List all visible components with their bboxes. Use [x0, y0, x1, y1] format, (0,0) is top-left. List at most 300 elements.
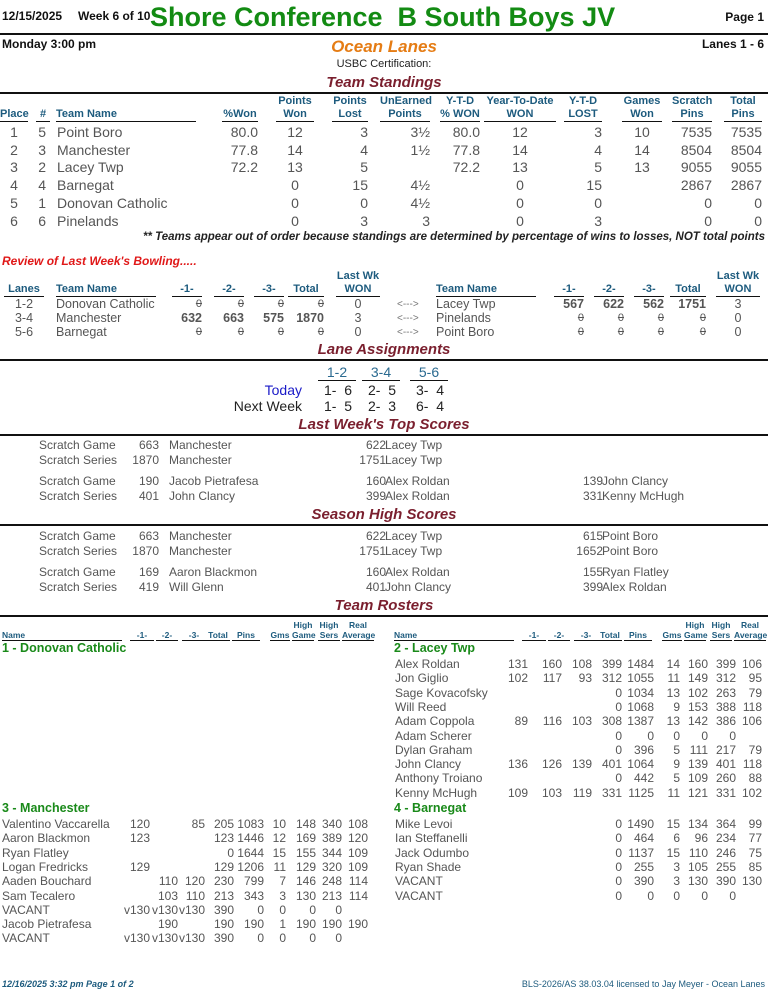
review-lanes: 5-6 — [14, 325, 34, 339]
standings-cell: 3 — [38, 141, 46, 158]
roster-col-header — [156, 630, 178, 641]
standings-cell: 4 — [594, 141, 602, 158]
score-holder: Manchester — [169, 438, 232, 452]
player-stat: 799 — [243, 874, 264, 889]
col-header-line2: Name — [394, 630, 514, 641]
player-stat: 0 — [335, 902, 342, 917]
roster-col-header — [318, 620, 340, 641]
player-stat: 386 — [715, 714, 736, 729]
review-won: 0 — [354, 325, 362, 339]
col-header-line2: %Won — [223, 108, 257, 120]
player-stat: 126 — [541, 757, 562, 772]
col-header-label: -3- — [254, 283, 284, 297]
player-name: VACANT — [2, 931, 50, 946]
player-stat: 0 — [227, 845, 234, 860]
player-stat: 263 — [715, 685, 736, 700]
review-col-header — [716, 270, 760, 297]
standings-cell: 3½ — [410, 124, 430, 140]
player-stat: 205 — [213, 817, 234, 831]
score-value: 331 — [582, 489, 603, 503]
roster-col-header — [734, 620, 766, 641]
standings-cell: 0 — [704, 212, 712, 229]
player-name: Ryan Shade — [395, 859, 462, 874]
review-score: 575 — [263, 311, 284, 325]
player-stat: 108 — [347, 817, 368, 831]
player-stat: 120 — [184, 874, 205, 889]
score-holder: Alex Roldan — [602, 580, 667, 594]
standings-cell: 2 — [38, 159, 46, 176]
player-stat: 331 — [715, 785, 736, 800]
col-header-label: Total — [670, 283, 706, 297]
league-title: Shore Conference B South Boys JV — [150, 2, 616, 32]
score-value: 401 — [138, 489, 159, 503]
player-stat: 1137 — [628, 845, 654, 860]
player-stat: 15 — [666, 817, 680, 831]
lane-matchup: 6- 4 — [416, 398, 445, 414]
score-holder: Jacob Pietrafesa — [169, 474, 259, 488]
versus-arrow: <---> — [397, 313, 419, 324]
player-stat: 110 — [185, 888, 205, 903]
review-score: 567 — [563, 297, 584, 311]
player-stat: 11 — [273, 859, 286, 874]
lane-assignments-title: Lane Assignments — [317, 341, 451, 358]
team-name-cell: Lacey Twp — [57, 159, 124, 176]
player-stat: 130 — [741, 874, 762, 889]
col-header-label: Lanes — [4, 283, 44, 297]
player-stat: 102 — [741, 785, 762, 800]
player-stat: 160 — [687, 657, 708, 671]
col-header-line2: WON — [484, 108, 556, 122]
review-lanes: 1-2 — [14, 297, 34, 311]
player-stat: 88 — [748, 771, 762, 786]
review-lanes: 3-4 — [14, 311, 34, 325]
standings-cell: 0 — [754, 194, 762, 211]
roster-col-header — [684, 620, 706, 641]
player-stat: v130 — [178, 902, 205, 917]
player-stat: 396 — [633, 742, 654, 757]
review-score: 0 — [237, 298, 244, 310]
player-stat: 0 — [729, 888, 736, 903]
player-stat: v130 — [123, 931, 150, 946]
score-holder: Point Boro — [602, 529, 659, 543]
col-header-label: -3- — [634, 283, 664, 297]
standings-cell: 9055 — [680, 159, 712, 176]
review-team-name: Point Boro — [436, 325, 495, 339]
col-header-line2: Game — [684, 630, 708, 640]
review-score: 0 — [577, 326, 584, 338]
lane-matchup: 2- 5 — [368, 382, 397, 398]
player-stat: 109 — [687, 771, 708, 786]
last-week-top-title: Last Week's Top Scores — [298, 416, 470, 433]
player-stat: 0 — [701, 728, 708, 743]
standings-divider — [0, 92, 768, 94]
player-stat: 344 — [321, 845, 342, 860]
review-score: 663 — [223, 311, 244, 325]
score-label: Scratch Game — [39, 529, 116, 543]
col-header-line2: Pins — [672, 108, 712, 122]
player-stat: 246 — [715, 845, 736, 860]
score-holder: Point Boro — [602, 544, 659, 558]
team-name-cell: Pinelands — [57, 212, 119, 229]
lane-pair-header: 1-2 — [318, 364, 356, 381]
standings-col-header — [672, 95, 712, 122]
score-label: Scratch Game — [39, 474, 116, 488]
standings-cell: 15 — [352, 177, 368, 194]
review-score: 0 — [617, 312, 624, 324]
player-stat: 217 — [715, 742, 736, 757]
player-stat: 464 — [633, 831, 654, 846]
standings-cell: 0 — [516, 194, 524, 211]
player-name: Mike Levoi — [395, 817, 453, 831]
col-header-line1: Y-T-D — [445, 95, 475, 107]
review-score: 0 — [317, 326, 324, 338]
player-stat: 340 — [321, 817, 342, 831]
col-header-line2: Team Name — [56, 108, 196, 122]
score-holder: Lacey Twp — [385, 544, 443, 558]
review-score: 0 — [277, 326, 284, 338]
player-stat: 5 — [673, 742, 680, 757]
roster-col-header — [292, 620, 314, 641]
standings-cell: 13 — [512, 159, 528, 176]
player-stat: 123 — [213, 831, 234, 846]
player-stat: 260 — [715, 771, 736, 786]
player-stat: 248 — [321, 874, 342, 889]
standings-col-header — [484, 95, 556, 122]
col-header-line1: Y-T-D — [568, 95, 598, 107]
player-name: Will Reed — [395, 699, 447, 714]
standings-col-header — [36, 108, 50, 122]
player-stat: 110 — [688, 845, 708, 860]
roster-col-header — [232, 630, 260, 641]
standings-col-header — [380, 95, 430, 122]
score-label: Scratch Game — [39, 565, 116, 579]
col-header-line2: Pins — [724, 108, 762, 122]
standings-cell: 2867 — [680, 177, 712, 194]
col-header-line2: # — [36, 108, 50, 122]
standings-cell: 3 — [594, 212, 602, 229]
player-stat: 5 — [673, 771, 680, 786]
next-week-label: Next Week — [233, 398, 302, 414]
roster-team-name: 4 - Barnegat — [394, 801, 467, 815]
score-value: 1870 — [132, 544, 159, 558]
roster-col-header — [206, 630, 230, 641]
review-score: 1751 — [678, 297, 706, 311]
review-score: 562 — [643, 297, 664, 311]
team-name-cell: Point Boro — [57, 124, 123, 140]
player-stat: 401 — [715, 757, 736, 772]
player-stat: 0 — [729, 728, 736, 743]
score-label: Scratch Series — [39, 544, 118, 558]
player-stat: 1083 — [237, 817, 264, 831]
week-indicator: Week 6 of 10 — [78, 9, 151, 23]
player-stat: 0 — [257, 931, 264, 946]
col-header-line2: Pins — [624, 630, 652, 641]
standings-cell: 2867 — [730, 177, 762, 194]
col-header-line2: Game — [292, 630, 316, 640]
player-stat: 11 — [667, 785, 680, 800]
col-header-line2: -2- — [548, 630, 570, 641]
player-stat: 117 — [542, 671, 562, 686]
player-stat: 7 — [279, 874, 286, 889]
roster-team-name: 1 - Donovan Catholic — [2, 641, 127, 655]
review-won: 0 — [354, 297, 362, 311]
roster-col-header — [130, 630, 154, 641]
player-stat: 1068 — [627, 699, 654, 714]
standings-cell: 0 — [291, 177, 299, 194]
player-stat: 0 — [615, 742, 622, 757]
col-header-line2: Total — [206, 630, 230, 641]
player-stat: 0 — [615, 874, 622, 889]
lanes-range: Lanes 1 - 6 — [701, 37, 764, 51]
player-stat: 102 — [507, 671, 528, 686]
player-stat: 0 — [673, 728, 680, 743]
player-stat: 12 — [272, 831, 286, 846]
player-stat: 130 — [687, 874, 708, 889]
standings-cell: 6 — [38, 212, 46, 229]
standings-cell: 80.0 — [230, 124, 258, 140]
standings-cell: 3 — [594, 124, 602, 140]
player-stat: 11 — [667, 671, 680, 686]
player-stat: 230 — [213, 874, 234, 889]
player-stat: 85 — [748, 859, 762, 874]
player-stat: v130 — [123, 902, 150, 917]
review-col-header — [56, 283, 156, 297]
player-stat: 109 — [347, 845, 368, 860]
player-stat: 160 — [541, 657, 562, 671]
player-stat: 1484 — [627, 657, 654, 671]
player-stat: 139 — [687, 757, 708, 772]
score-value: 139 — [582, 474, 603, 488]
player-stat: 390 — [633, 874, 654, 889]
player-stat: 0 — [615, 699, 622, 714]
standings-cell: 0 — [516, 177, 524, 194]
roster-col-header — [662, 630, 682, 641]
player-stat: 390 — [213, 902, 234, 917]
review-team-name: Lacey Twp — [436, 297, 496, 311]
player-stat: 308 — [601, 714, 622, 729]
col-header-line2: % WON — [440, 108, 480, 120]
standings-cell: 4 — [10, 177, 18, 194]
standings-cell: 77.8 — [230, 141, 258, 158]
standings-cell: 14 — [287, 141, 303, 158]
review-score: 0 — [577, 312, 584, 324]
col-header-line2: Won — [622, 108, 662, 122]
review-won: 0 — [734, 311, 742, 325]
col-header-line1: Last Wk — [336, 270, 380, 282]
player-stat: 234 — [715, 831, 736, 846]
player-name: Alex Roldan — [395, 657, 460, 671]
player-name: Adam Scherer — [395, 728, 472, 743]
col-header-line2: Sers — [711, 630, 731, 640]
player-stat: 0 — [279, 931, 286, 946]
player-stat: 0 — [701, 888, 708, 903]
standings-cell: 5 — [594, 159, 602, 176]
standings-cell: 2 — [10, 141, 18, 158]
player-stat: 155 — [295, 845, 316, 860]
player-stat: 331 — [601, 785, 622, 800]
standings-cell: 8504 — [680, 141, 712, 158]
standings-cell: 13 — [634, 159, 650, 176]
player-stat: 190 — [213, 917, 234, 932]
player-stat: 0 — [615, 831, 622, 846]
review-won: 0 — [734, 325, 742, 339]
review-col-header — [634, 283, 664, 297]
player-stat: 116 — [542, 714, 562, 729]
player-stat: 121 — [687, 785, 708, 800]
player-name: Valentino Vaccarella — [2, 817, 110, 831]
review-score: 0 — [195, 298, 202, 310]
player-stat: 190 — [321, 917, 342, 932]
player-stat: 120 — [129, 817, 150, 831]
season-high-title: Season High Scores — [311, 506, 457, 523]
standings-col-header — [440, 95, 480, 122]
col-header-line2: Lost — [332, 108, 368, 122]
license-info: BLS-2026/AS 38.03.04 licensed to Jay Meyer - Ocean Lanes — [521, 979, 765, 989]
player-stat: 146 — [295, 874, 316, 889]
roster-col-header — [624, 630, 652, 641]
score-holder: Lacey Twp — [385, 453, 443, 467]
standings-col-header — [724, 95, 762, 122]
col-header-line2: Gms — [662, 630, 682, 640]
review-won: 3 — [354, 311, 362, 325]
player-stat: 399 — [715, 657, 736, 671]
review-score: 622 — [603, 297, 624, 311]
player-stat: 120 — [347, 831, 368, 846]
player-name: VACANT — [2, 902, 50, 917]
standings-cell: 5 — [360, 159, 368, 176]
player-name: Logan Fredricks — [2, 859, 89, 874]
player-stat: v130 — [151, 902, 178, 917]
col-header-line2: Points — [380, 108, 430, 122]
review-col-header — [336, 270, 380, 297]
score-value: 615 — [582, 529, 603, 543]
player-stat: 106 — [741, 714, 762, 729]
player-stat: 142 — [687, 714, 708, 729]
player-stat: 79 — [748, 742, 762, 757]
player-stat: 103 — [157, 888, 178, 903]
standings-cell: 12 — [512, 124, 528, 140]
col-header-label: Total — [288, 283, 324, 297]
player-stat: 442 — [633, 771, 654, 786]
player-stat: 399 — [601, 657, 622, 671]
player-stat: 190 — [243, 917, 264, 932]
col-header-line2: -3- — [182, 630, 206, 641]
col-header-line2: Won — [276, 108, 314, 122]
standings-cell: 6 — [10, 212, 18, 229]
team-name-cell: Barnegat — [57, 177, 114, 194]
standings-cell: 1 — [38, 194, 46, 211]
standings-cell: 0 — [291, 194, 299, 211]
roster-team-name: 2 - Lacey Twp — [394, 641, 476, 655]
player-stat: 388 — [715, 699, 736, 714]
review-score: 0 — [317, 298, 324, 310]
player-stat: 0 — [309, 902, 316, 917]
player-stat: 118 — [742, 699, 762, 714]
standings-cell: 80.0 — [452, 124, 480, 140]
player-stat: 85 — [191, 817, 205, 831]
player-stat: 13 — [666, 685, 680, 700]
player-name: Jack Odumbo — [395, 845, 470, 860]
player-stat: 312 — [715, 671, 736, 686]
standings-cell: 3 — [360, 212, 368, 229]
player-stat: 3 — [673, 874, 680, 889]
player-stat: 1 — [279, 917, 286, 932]
player-stat: 0 — [615, 845, 622, 860]
review-score: 0 — [237, 326, 244, 338]
player-stat: 10 — [272, 817, 286, 831]
player-name: Jon Giglio — [395, 671, 449, 686]
standings-col-header — [0, 108, 28, 122]
roster-col-header — [270, 630, 290, 641]
review-score: 0 — [277, 298, 284, 310]
player-stat: 129 — [129, 859, 150, 874]
review-score: 0 — [699, 312, 706, 324]
player-stat: 1125 — [628, 785, 654, 800]
standings-cell: 3 — [422, 212, 430, 229]
roster-col-header — [2, 630, 122, 641]
player-stat: 190 — [157, 917, 178, 932]
player-stat: 139 — [571, 757, 592, 772]
player-name: VACANT — [395, 888, 443, 903]
player-stat: 95 — [748, 671, 762, 686]
player-stat: 364 — [715, 817, 736, 831]
player-stat: 89 — [514, 714, 528, 729]
rosters-divider — [0, 615, 768, 617]
standings-col-header — [332, 95, 368, 122]
col-header-line2: Gms — [270, 630, 290, 640]
score-holder: Lacey Twp — [385, 529, 443, 543]
player-stat: 390 — [715, 874, 736, 889]
score-label: Scratch Game — [39, 438, 116, 452]
player-stat: 79 — [748, 685, 762, 700]
player-stat: 312 — [601, 671, 622, 686]
standings-cell: 4 — [360, 141, 368, 158]
score-value: 622 — [365, 529, 386, 543]
review-score: 0 — [657, 326, 664, 338]
score-value: 622 — [365, 438, 386, 452]
standings-note: ** Teams appear out of order because standings are determined by percentage of wins to losses, NOT total points — [143, 231, 765, 243]
standings-col-header — [222, 108, 258, 122]
standings-cell: 5 — [10, 194, 18, 211]
score-holder: Alex Roldan — [385, 565, 450, 579]
standings-cell: 5 — [38, 124, 46, 140]
player-stat: 0 — [615, 888, 622, 903]
player-stat: 255 — [715, 859, 736, 874]
standings-cell: 9055 — [730, 159, 762, 176]
score-value: 1652 — [576, 544, 603, 558]
score-value: 155 — [582, 565, 603, 579]
roster-team-name: 3 - Manchester — [2, 801, 90, 815]
rosters-title: Team Rosters — [334, 597, 434, 614]
player-stat: 320 — [321, 859, 342, 874]
standings-col-header — [276, 95, 314, 122]
player-stat: 0 — [673, 888, 680, 903]
standings-cell: 14 — [512, 141, 528, 158]
player-stat: 1034 — [627, 685, 654, 700]
player-stat: v130 — [151, 931, 178, 946]
player-stat: 129 — [213, 859, 234, 874]
player-stat: 103 — [541, 785, 562, 800]
standings-cell: 15 — [586, 177, 602, 194]
player-stat: v130 — [178, 931, 205, 946]
player-name: Sam Tecalero — [2, 888, 76, 903]
standings-cell: 3 — [10, 159, 18, 176]
player-stat: 0 — [279, 902, 286, 917]
player-stat: 213 — [213, 888, 234, 903]
player-name: Aaden Bouchard — [2, 874, 92, 889]
roster-col-header — [548, 630, 570, 641]
report-date: 12/15/2025 — [2, 9, 63, 23]
